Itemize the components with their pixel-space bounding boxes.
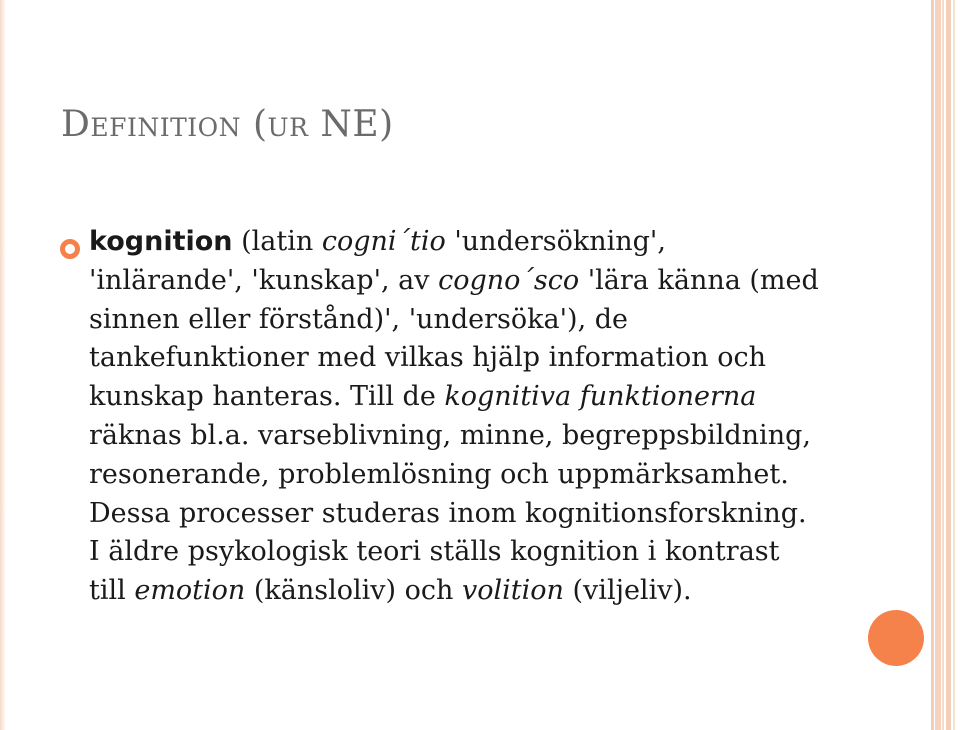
paragraph-text: (latin bbox=[232, 226, 322, 257]
emphasized-term: volition bbox=[462, 575, 564, 607]
latin-term: cogni´tio bbox=[321, 226, 446, 257]
latin-term: cogno´sco bbox=[438, 264, 580, 296]
emphasized-term: kognitiva funktionerna bbox=[444, 381, 757, 413]
circle-ring-icon bbox=[57, 236, 83, 262]
paragraph-text: (viljeliv). bbox=[563, 575, 692, 607]
orange-circle-decoration bbox=[868, 610, 924, 666]
right-border-stripe bbox=[953, 0, 955, 730]
term-kognition: kognition bbox=[89, 226, 233, 257]
definition-paragraph bbox=[89, 223, 824, 611]
right-border-stripe bbox=[931, 0, 934, 730]
right-border-stripe bbox=[942, 0, 944, 730]
paragraph-text: 'lära känna (med sinnen eller förstånd)', 'undersöka'), de tankefunktioner med vilkas hjälp information och kunskap hanteras. Till de bbox=[89, 264, 819, 413]
emphasized-term: emotion bbox=[134, 575, 246, 607]
paragraph-text: räknas bl.a. varseblivning, minne, begreppsbildning, resonerande, problemlösning och uppmärksamhet. Dessa processer studeras inom kognitionsforskning. I äldre psykologisk teori ställs kognition i kontrast till bbox=[89, 419, 811, 607]
left-edge-decoration bbox=[0, 0, 6, 730]
right-border-stripe bbox=[935, 0, 941, 730]
right-border-stripe bbox=[946, 0, 951, 730]
paragraph-text: 'undersökning', 'inlärande', 'kunskap', av bbox=[89, 226, 666, 296]
slide-title: Definition (ur NE) bbox=[61, 104, 394, 145]
paragraph-text: (känsloliv) och bbox=[245, 575, 463, 607]
